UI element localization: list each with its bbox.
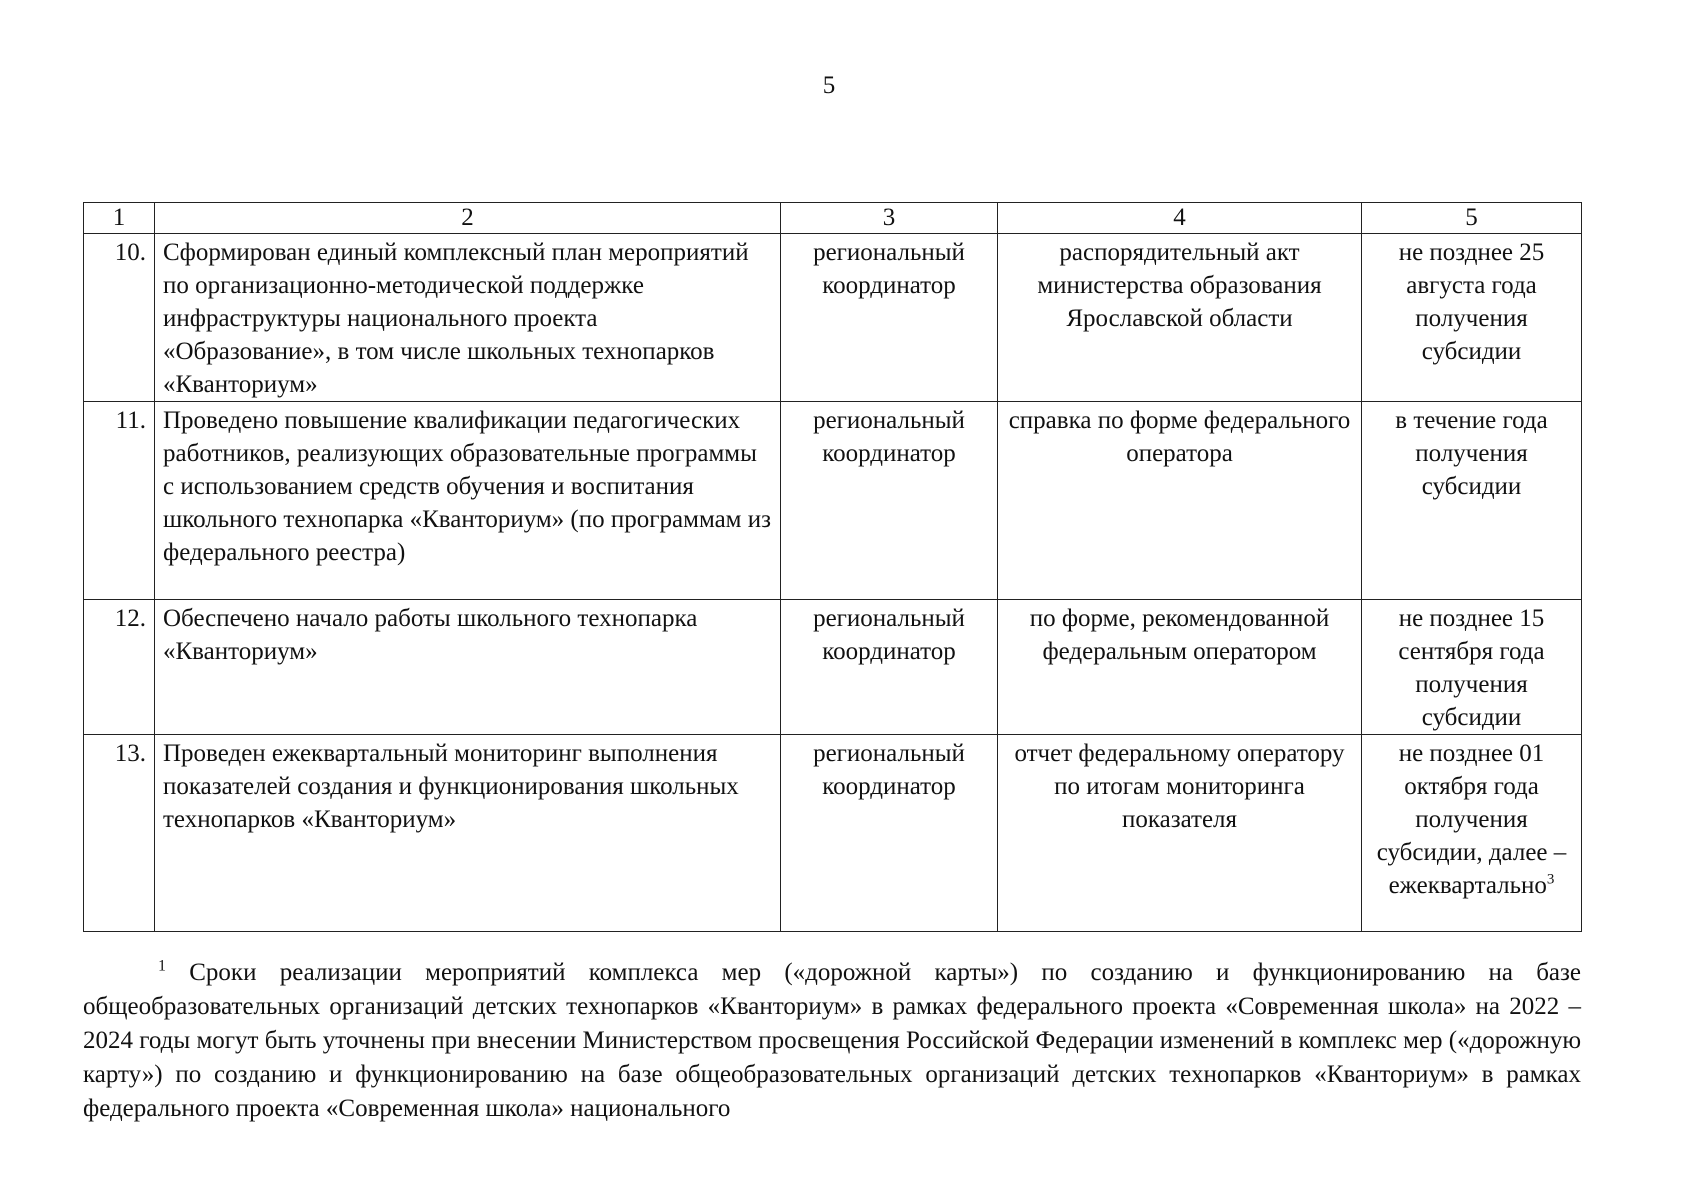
event-cell: Обеспечено начало работы школьного технопарка «Кванториум»: [155, 600, 781, 735]
roadmap-table: [83, 202, 1582, 932]
event-cell: Проведен ежеквартальный мониторинг выполнения показателей создания и функционирования школьных технопарков «Кванториум»: [155, 735, 781, 932]
document-cell: отчет федеральному оператору по итогам мониторинга показателя: [998, 735, 1362, 932]
responsible-cell: региональный координатор: [781, 234, 998, 402]
deadline-text: не позднее 01 октября года получения субсидии, далее – ежеквартально: [1376, 740, 1567, 899]
table-row: [84, 735, 1582, 932]
deadline-cell: не позднее 15 сентября года получения субсидии: [1362, 600, 1582, 735]
column-header-2: 2: [155, 203, 781, 234]
row-number: 11.: [84, 402, 155, 600]
table-header-row: [84, 203, 1582, 234]
table-row: [84, 402, 1582, 600]
column-header-5: 5: [1362, 203, 1582, 234]
page-number: 5: [822, 72, 836, 99]
event-cell: Сформирован единый комплексный план мероприятий по организационно-методической поддержке инфраструктуры национального проекта «Образование», в том числе школьных технопарков «Кванториум»: [155, 234, 781, 402]
table-row: [84, 600, 1582, 735]
document-cell: распорядительный акт министерства образования Ярославской области: [998, 234, 1362, 402]
row-number: 13.: [84, 735, 155, 932]
deadline-cell: в течение года получения субсидии: [1362, 402, 1582, 600]
column-header-1: 1: [84, 203, 155, 234]
responsible-cell: региональный координатор: [781, 735, 998, 932]
column-header-4: 4: [998, 203, 1362, 234]
column-header-3: 3: [781, 203, 998, 234]
responsible-cell: региональный координатор: [781, 402, 998, 600]
deadline-cell: [1362, 735, 1582, 932]
deadline-cell: не позднее 25 августа года получения субсидии: [1362, 234, 1582, 402]
table-row: [84, 234, 1582, 402]
footnote-marker: 1: [158, 957, 166, 975]
row-number: 10.: [84, 234, 155, 402]
footnote-reference: 3: [1546, 871, 1555, 888]
document-cell: по форме, рекомендованной федеральным оператором: [998, 600, 1362, 735]
footnote-text: Сроки реализации мероприятий комплекса мер («дорожной карты») по созданию и функционированию на базе общеобразовательных организаций детских технопарков «Кванториум» в рамках федерального проекта «Современная школа» на 2022 – 2024 годы могут быть уточнены при внесении Министерством просвещения Российской Федерации изменений в комплекс мер («дорожную карту») по созданию и функционированию на базе общеобразовательных организаций детских технопарков «Кванториум» в рамках федерального проекта «Современная школа» национального: [83, 959, 1581, 1122]
responsible-cell: региональный координатор: [781, 600, 998, 735]
row-number: 12.: [84, 600, 155, 735]
event-cell: Проведено повышение квалификации педагогических работников, реализующих образовательные программы с использованием средств обучения и воспитания школьного технопарка «Кванториум» (по программам из федерального реестра): [155, 402, 781, 600]
document-cell: справка по форме федерального оператора: [998, 402, 1362, 600]
footnote: [83, 956, 1581, 1126]
